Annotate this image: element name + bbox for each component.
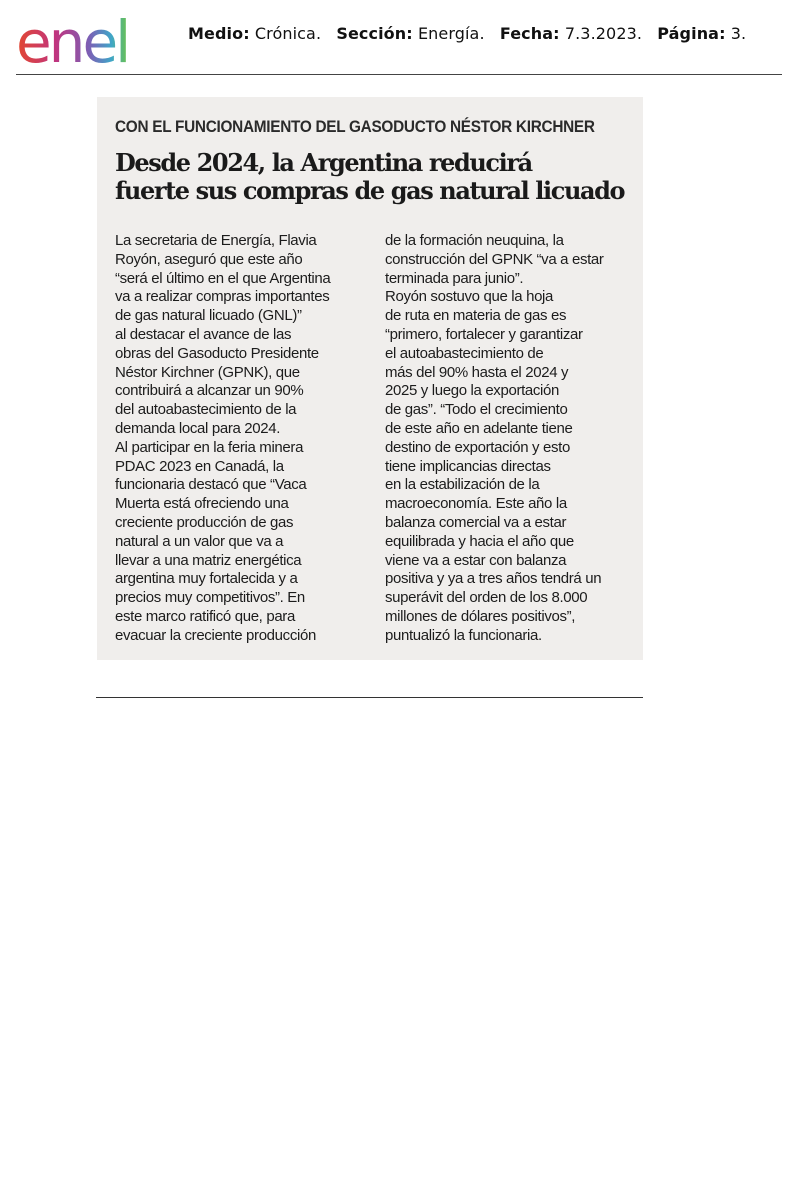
newspaper-clipping (97, 97, 643, 660)
body-line: de la formación neuquina, la (385, 232, 564, 249)
body-line: superávit del orden de los 8.000 (385, 589, 588, 607)
body-line: balanza comercial va a estar (385, 513, 567, 531)
body-line: contribuirá a alcanzar un 90% (115, 382, 304, 400)
clipping-bottom-divider (96, 697, 643, 698)
body-line: llevar a una matriz energética (115, 551, 302, 569)
enel-logo (16, 16, 172, 68)
body-line: va a realizar compras importantes (115, 288, 330, 306)
body-line: de gas natural licuado (GNL)” (115, 307, 302, 325)
body-line: demanda local para 2024. (115, 419, 281, 437)
body-line: Royón, aseguró que este año (115, 250, 303, 268)
body-line: de este año en adelante tiene (385, 419, 573, 437)
medio-label: Medio: (188, 24, 250, 43)
body-line: funcionaria destacó que “Vaca (115, 476, 307, 494)
body-line: creciente producción de gas (115, 513, 294, 531)
body-line: este marco ratificó que, para (115, 607, 295, 625)
body-line: PDAC 2023 en Canadá, la (115, 457, 284, 475)
body-line: en la estabilización de la (385, 476, 540, 494)
pagina-value: 3. (730, 24, 747, 43)
body-line: puntualizó la funcionaria. (385, 626, 542, 644)
body-line: de gas”. “Todo el crecimiento (385, 401, 568, 419)
seccion-label: Sección: (336, 24, 413, 43)
body-line: Néstor Kirchner (GPNK), que (115, 363, 300, 381)
headline-line: fuerte sus compras de gas natural licuado (115, 176, 625, 205)
headline-line: Desde 2024, la Argentina reducirá (115, 148, 532, 177)
body-line: al destacar el avance de las (115, 325, 292, 343)
body-line: Al participar en la feria minera (115, 438, 304, 456)
body-line: 2025 y luego la exportación (385, 382, 560, 400)
logo-text: enel (16, 16, 129, 68)
pagina-label: Página: (657, 24, 726, 43)
body-line: “primero, fortalecer y garantizar (385, 325, 583, 343)
body-line: tiene implicancias directas (385, 457, 551, 475)
body-line: más del 90% hasta el 2024 y (385, 363, 569, 381)
medio-value: Crónica. (254, 24, 322, 43)
body-line: el autoabastecimiento de (385, 344, 544, 362)
fecha-label: Fecha: (499, 24, 560, 43)
body-line: natural a un valor que va a (115, 532, 284, 550)
body-line: positiva y ya a tres años tendrá un (385, 570, 602, 588)
body-line: precios muy competitivos”. En (115, 589, 305, 607)
body-line: evacuar la creciente producción (115, 626, 316, 644)
body-line: macroeconomía. Este año la (385, 495, 567, 513)
body-line: millones de dólares positivos”, (385, 607, 576, 625)
body-line: equilibrada y hacia el año que (385, 532, 574, 550)
article-headline (115, 149, 675, 205)
body-line: de ruta en materia de gas es (385, 307, 567, 325)
clipping-metadata (188, 24, 746, 43)
header-divider (16, 74, 782, 75)
article-column-left (115, 232, 375, 646)
body-line: La secretaria de Energía, Flavia (115, 232, 317, 249)
body-line: Muerta está ofreciendo una (115, 495, 289, 513)
fecha-value: 7.3.2023. (564, 24, 643, 43)
body-line: destino de exportación y esto (385, 438, 570, 456)
press-clipping-header (16, 14, 782, 74)
body-line: obras del Gasoducto Presidente (115, 344, 319, 362)
body-line: construcción del GPNK “va a estar (385, 250, 604, 268)
seccion-value: Energía. (417, 24, 485, 43)
article-kicker: CON EL FUNCIONAMIENTO DEL GASODUCTO NÉSTOR KIRCHNER (115, 118, 595, 136)
body-line: Royón sostuvo que la hoja (385, 288, 554, 306)
body-line: del autoabastecimiento de la (115, 401, 297, 419)
body-line: terminada para junio”. (385, 269, 524, 287)
body-line: argentina muy fortalecida y a (115, 570, 298, 588)
body-line: viene va a estar con balanza (385, 551, 567, 569)
article-column-right (385, 232, 641, 646)
body-line: “será el último en el que Argentina (115, 269, 331, 287)
